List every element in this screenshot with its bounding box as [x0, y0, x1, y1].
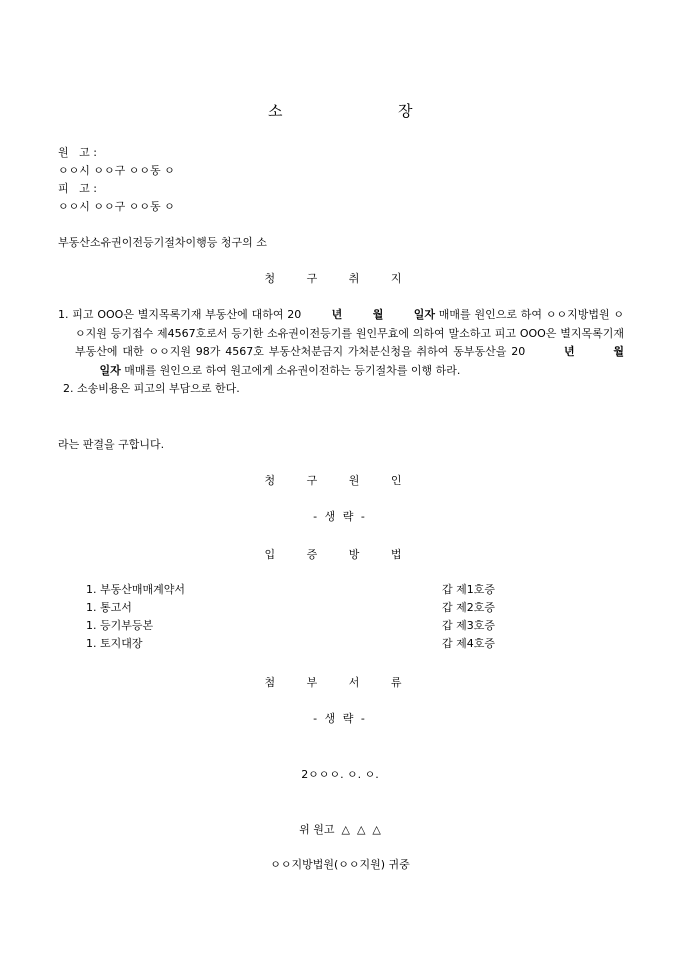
plaintiff-label: 원 고 :	[58, 146, 97, 159]
evidence-row	[86, 599, 506, 615]
cause-heading: 청 구 원 인	[264, 474, 416, 487]
judgment-text: 라는 판결을 구합니다.	[58, 438, 165, 451]
cause-omitted: - 생 략 -	[313, 510, 367, 523]
evidence-row	[86, 635, 506, 651]
document-date: 2ㅇㅇㅇ. ㅇ. ㅇ.	[301, 768, 379, 781]
evidence-name: 1. 부동산매매계약서	[86, 583, 185, 596]
claim-1-part-c: 매매를 원인으로 하여 원고에게 소유권이전하는 등기절차를 이행 하라.	[124, 363, 461, 377]
case-name: 부동산소유권이전등기절차이행등 청구의 소	[58, 236, 267, 249]
evidence-name: 1. 토지대장	[86, 637, 143, 650]
title-char-2: 장	[398, 102, 413, 120]
evidence-heading: 입 증 방 법	[264, 548, 416, 561]
claims-heading: 청 구 취 지	[264, 272, 416, 285]
claim-1-day: 일자	[413, 308, 435, 321]
evidence-name: 1. 통고서	[86, 601, 132, 614]
evidence-code: 갑 제3호증	[442, 619, 495, 632]
claim-1-part-a: 1. 피고 OOO은 별지목록기재 부동산에 대하여 20	[58, 308, 302, 321]
defendant-address: ㅇㅇ시 ㅇㅇ구 ㅇㅇ동 ㅇ	[58, 200, 175, 213]
claims-section	[58, 306, 624, 399]
attachments-omitted: - 생 략 -	[313, 712, 367, 725]
claim-item-2: 2. 소송비용은 피고의 부담으로 한다.	[63, 382, 240, 395]
title-char-1: 소	[268, 102, 283, 120]
evidence-code: 갑 제1호증	[442, 583, 495, 596]
evidence-row	[86, 617, 506, 633]
plaintiff-signature: 위 원고 △ △ △	[299, 823, 381, 836]
claim-1-year-2: 년	[563, 345, 575, 358]
claim-item-1	[58, 306, 624, 380]
plaintiff-address: ㅇㅇ시 ㅇㅇ구 ㅇㅇ동 ㅇ	[58, 164, 175, 177]
attachments-heading: 첨 부 서 류	[264, 676, 416, 689]
evidence-code: 갑 제4호증	[442, 637, 495, 650]
claim-1-day-2: 일자	[99, 363, 121, 377]
evidence-name: 1. 등기부등본	[86, 619, 154, 632]
claim-1-month: 월	[372, 308, 384, 321]
claim-1-part-b: 매매를 원인으로 하여 ㅇㅇ지방법원 ㅇㅇ지원 등기접수 제4567호로서 등기한 소유권이전등기를 원인무효에 의하여 말소하고 피고 OOO은 별지목록기재 부동산에 대한 ㅇㅇ지원 98가 4567호 부동산처분금지 가처분신청을 취하여 동부동산을 20	[75, 308, 624, 358]
claim-1-year: 년	[331, 308, 343, 321]
defendant-label: 피 고 :	[58, 182, 97, 195]
evidence-row	[86, 581, 506, 597]
evidence-code: 갑 제2호증	[442, 601, 495, 614]
claim-1-month-2: 월	[613, 345, 624, 358]
court-addressee: ㅇㅇ지방법원(ㅇㅇ지원) 귀중	[270, 858, 410, 871]
